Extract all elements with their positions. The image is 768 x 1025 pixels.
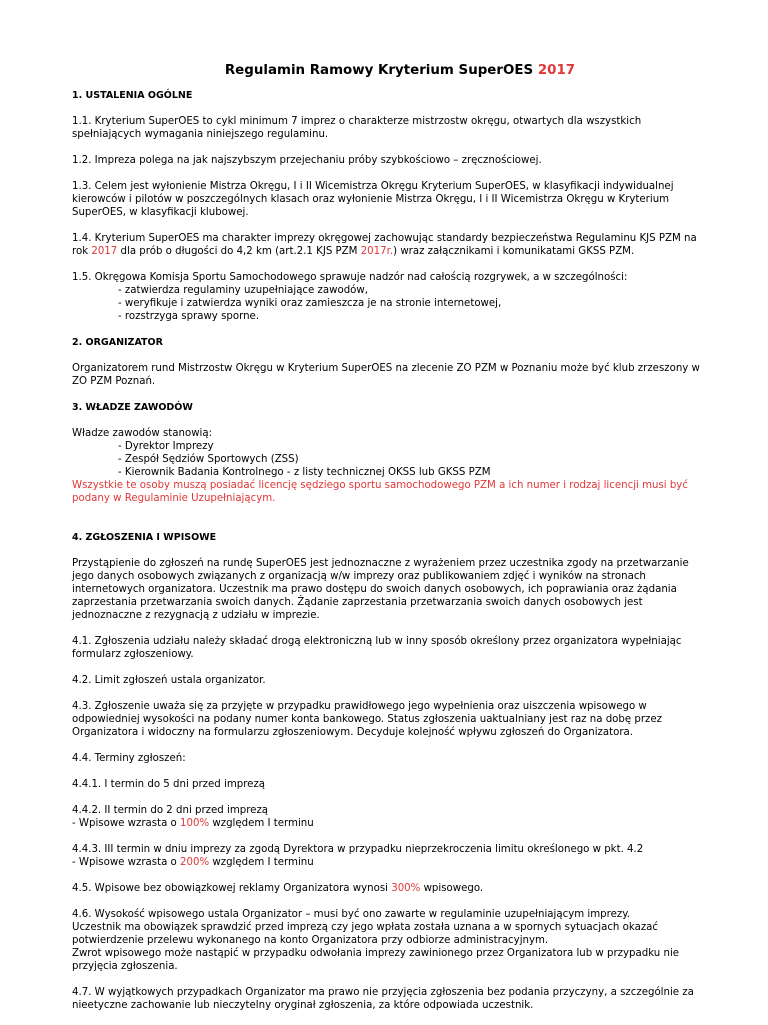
list-item: - rozstrzyga sprawy sporne. bbox=[118, 311, 260, 322]
paragraph-4-7: 4.7. W wyjątkowych przypadkach Organizator ma prawo nie przyjęcia zgłoszenia bez podania przyczyny, a szczególnie za nieetyczne zachowanie lub nieczytelny oryginał zgłoszenia, za które odpowiada uczestnik. bbox=[72, 987, 694, 1011]
paragraph-3: Władze zawodów stanowią: - Dyrektor Imprezy - Zespół Sędziów Sportowych (ZSS) - Kierownik Badania Kontrolnego - z listy technicznej OKSS lub GKSS PZM Wszystkie te osoby muszą posiadać licencję sędziego sportu samochodowego PZM a ich numer i rodzaj licencji musi być podany w Regulaminie Uzupełniającym. bbox=[72, 427, 712, 505]
paragraph-4-1: 4.1. Zgłoszenia udziału należy składać drogą elektroniczną lub w inny sposób określony przez organizatora wypełniając formularz zgłoszeniowy. bbox=[72, 636, 682, 660]
title-year: 2017 bbox=[537, 63, 576, 78]
paragraph-4-4-2: 4.4.2. II termin do 2 dni przed imprezą - Wpisowe wzrasta o 100% względem I terminu bbox=[72, 805, 314, 829]
paragraph-4-4: 4.4. Terminy zgłoszeń: bbox=[72, 753, 186, 764]
license-note: Wszystkie te osoby muszą posiadać licencję sędziego sportu samochodowego PZM a ich numer i rodzaj licencji musi być podany w Regulaminie Uzupełniającym. bbox=[72, 480, 688, 504]
section-heading-3: 3. WŁADZE ZAWODÓW bbox=[72, 402, 193, 413]
paragraph-4-5: 4.5. Wpisowe bez obowiązkowej reklamy Organizatora wynosi 300% wpisowego. bbox=[72, 883, 484, 894]
paragraph-4-4-1: 4.4.1. I termin do 5 dni przed imprezą bbox=[72, 779, 266, 790]
paragraph-4-4-3: 4.4.3. III termin w dniu imprezy za zgodą Dyrektora w przypadku nieprzekroczenia limitu określonego w pkt. 4.2 - Wpisowe wzrasta o 200% względem I terminu bbox=[72, 844, 644, 868]
list-item: - weryfikuje i zatwierdza wyniki oraz zamieszcza je na stronie internetowej, bbox=[118, 298, 502, 309]
list-item: - Dyrektor Imprezy bbox=[118, 441, 214, 452]
list-item: - zatwierdza regulaminy uzupełniające zawodów, bbox=[118, 285, 368, 296]
paragraph-4-6: 4.6. Wysokość wpisowego ustala Organizator – musi być ono zawarte w regulaminie uzupełniającym imprezy. Uczestnik ma obowiązek sprawdzić przed imprezą czy jego wpłata została uznana a w spornych sytuacjach okazać potwierdzenie przelewu wykonanego na konto Organizatora przy odbiorze administracyjnym. Zwrot wpisowego może nastąpić w przypadku odwołania imprezy zawinionego przez Organizatora lub w przypadku nie przyjęcia zgłoszenia. bbox=[72, 909, 680, 972]
paragraph-2: Organizatorem rund Mistrzostw Okręgu w Kryterium SuperOES na zlecenie ZO PZM w Poznaniu może być klub zrzeszony w ZO PZM Poznań. bbox=[72, 363, 700, 387]
section-heading-4: 4. ZGŁOSZENIA I WPISOWE bbox=[72, 532, 217, 543]
paragraph-4-intro: Przystąpienie do zgłoszeń na rundę SuperOES jest jednoznaczne z wyrażeniem przez uczestnika zgody na przetwarzanie jego danych osobowych związanych z organizacją w/w imprezy oraz publikowaniem zdjęć i wyników na stronach internetowych organizatora. Uczestnik ma prawo dostępu do swoich danych osobowych, ich poprawiania oraz żądania zaprzestania przetwarzania swoich danych. Żądanie zaprzestania przetwarzania swoich danych osobowych jest jednoznaczne z rezygnacją z udziału w imprezie. bbox=[72, 558, 689, 621]
document-page bbox=[72, 64, 712, 1025]
paragraph-1-2: 1.2. Impreza polega na jak najszybszym przejechaniu próby szybkościowo – zręcznościowej. bbox=[72, 155, 542, 166]
section-heading-1: 1. USTALENIA OGÓLNE bbox=[72, 90, 193, 101]
list-item: - Kierownik Badania Kontrolnego - z listy technicznej OKSS lub GKSS PZM bbox=[118, 467, 491, 478]
section-heading-2: 2. ORGANIZATOR bbox=[72, 337, 163, 348]
paragraph-1-1: 1.1. Kryterium SuperOES to cykl minimum 7 imprez o charakterze mistrzostw okręgu, otwartych dla wszystkich spełniających wymagania niniejszego regulaminu. bbox=[72, 116, 642, 140]
paragraph-1-5: 1.5. Okręgowa Komisja Sportu Samochodowego sprawuje nadzór nad całością rozgrywek, a w szczególności: - zatwierdza regulaminy uzupełniające zawodów, - weryfikuje i zatwierdza wyniki oraz zamieszcza je na stronie internetowej, - rozstrzyga sprawy sporne. bbox=[72, 271, 712, 323]
paragraph-1-4: 1.4. Kryterium SuperOES ma charakter imprezy okręgowej zachowując standardy bezpieczeństwa Regulaminu KJS PZM na rok 2017 dla prób o długości do 4,2 km (art.2.1 KJS PZM 2017r.) wraz załącznikami i komunikatami GKSS PZM. bbox=[72, 233, 697, 257]
title-text: Regulamin Ramowy Kryterium SuperOES bbox=[224, 63, 534, 78]
list-item: - Zespół Sędziów Sportowych (ZSS) bbox=[118, 454, 299, 465]
paragraph-4-2: 4.2. Limit zgłoszeń ustala organizator. bbox=[72, 675, 266, 686]
paragraph-1-3: 1.3. Celem jest wyłonienie Mistrza Okręgu, I i II Wicemistrza Okręgu Kryterium SuperOES, w klasyfikacji indywidualnej kierowców i pilotów w poszczególnych klasach oraz wyłonienie Mistrza Okręgu, I i II Wicemistrza Okręgu w Kryterium SuperOES, w klasyfikacji klubowej. bbox=[72, 181, 674, 218]
document-title bbox=[72, 64, 712, 77]
paragraph-4-3: 4.3. Zgłoszenie uważa się za przyjęte w przypadku prawidłowego jego wypełnienia oraz uiszczenia wpisowego w odpowiedniej wysokości na podany numer konta bankowego. Status zgłoszenia uaktualniany jest raz na dobę przez Organizatora i widoczny na formularzu zgłoszeniowym. Decyduje kolejność wpływu zgłoszeń do Organizatora. bbox=[72, 701, 662, 738]
